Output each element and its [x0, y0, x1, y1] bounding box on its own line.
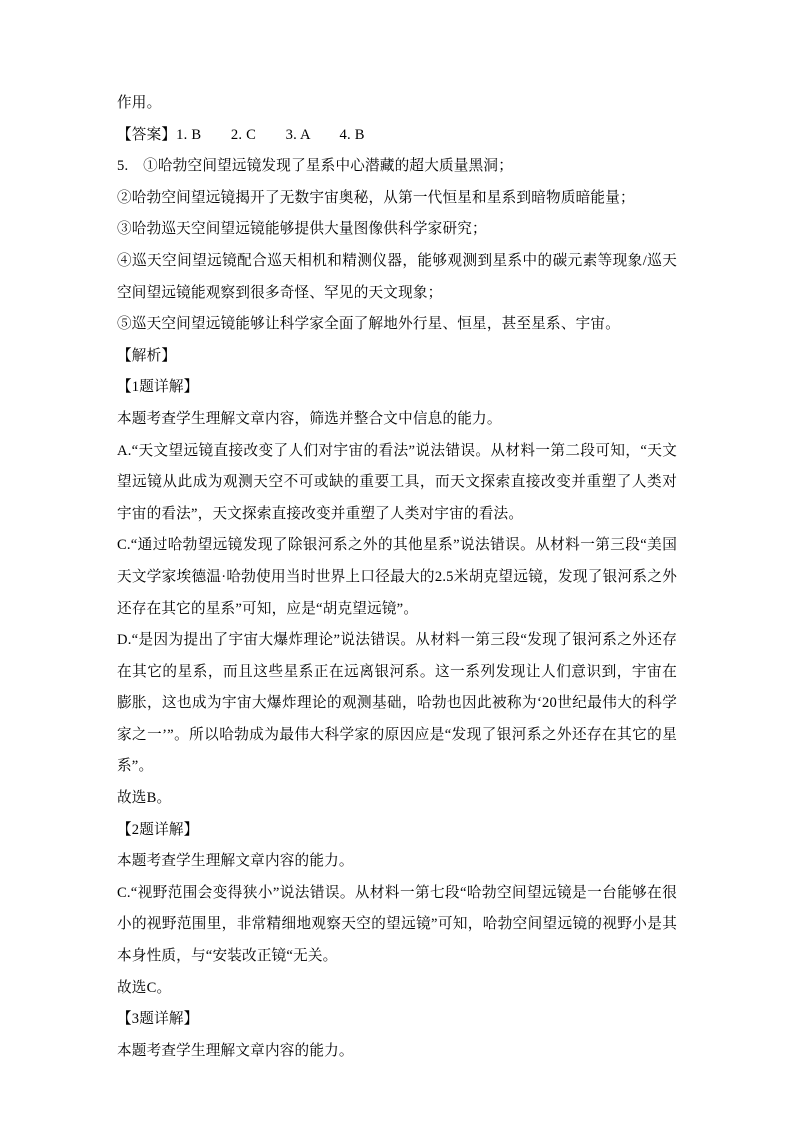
q1-option-a-analysis: A.“天文望远镜直接改变了人们对宇宙的看法”说法错误。从材料一第二段可知，“天文望远镜从此成为观测天空不可或缺的重要工具，而天文探索直接改变并重塑了人类对宇宙的看法”，天文探索直接改变并重塑了人类对宇宙的看法。: [117, 442, 677, 522]
q1-option-d-analysis: D.“是因为提出了宇宙大爆炸理论”说法错误。从材料一第三段“发现了银河系之外还存在其它的星系，而且这些星系正在远离银河系。这一系列发现让人们意识到，宇宙在膨胀，这也成为宇宙大爆炸理论的观测基础，哈勃也因此被称为‘20世纪最伟大的科学家之一’”。所以哈勃成为最伟大科学家的原因应是“发现了银河系之外还存在其它的星系”。: [117, 632, 677, 775]
q1-option-c-analysis: C.“通过哈勃望远镜发现了除银河系之外的其他星系”说法错误。从材料一第三段“美国天文学家埃德温·哈勃使用当时世界上口径最大的2.5米胡克望远镜，发现了银河系之外还存在其它的星系”可知，应是“胡克望远镜”。: [117, 537, 677, 617]
q3-ability-statement: 本题考查学生理解文章内容的能力。: [117, 1042, 354, 1059]
q1-detail-heading: 【1题详解】: [117, 379, 199, 396]
q5-answer-point-2: ②哈勃空间望远镜揭开了无数宇宙奥秘，从第一代恒星和星系到暗物质暗能量；: [117, 189, 635, 206]
q1-final-answer: 故选B。: [117, 790, 172, 807]
q5-answer-point-4: ④巡天空间望远镜配合巡天相机和精测仪器，能够观测到星系中的碳元素等现象/巡天空间望远镜能观察到很多奇怪、罕见的天文现象；: [117, 252, 677, 301]
q5-answer-point-3: ③哈勃巡天空间望远镜能够提供大量图像供科学家研究；: [117, 221, 487, 238]
carryover-paragraph-tail: 作用。: [117, 95, 162, 111]
q5-answer-point-5: ⑤巡天空间望远镜能够让科学家全面了解地外行星、恒星，甚至星系、宇宙。: [117, 316, 620, 333]
q2-ability-statement: 本题考查学生理解文章内容的能力。: [117, 853, 354, 870]
q3-detail-heading: 【3题详解】: [117, 1011, 199, 1028]
analysis-section-label: 【解析】: [117, 347, 177, 364]
q2-option-c-analysis: C.“视野范围会变得狭小”说法错误。从材料一第七段“哈勃空间望远镜是一台能够在很小的视野范围里，非常精细地观察天空的望远镜”可知，哈勃空间望远镜的视野小是其本身性质，与“安装改正镜“无关。: [117, 884, 677, 965]
q2-final-answer: 故选C。: [117, 979, 172, 996]
answer-line: 【答案】1. B 2. C 3. A 4. B: [117, 126, 365, 143]
q2-detail-heading: 【2题详解】: [117, 821, 199, 838]
q5-answer-point-1: 5. ①哈勃空间望远镜发现了星系中心潜藏的超大质量黑洞；: [117, 158, 513, 175]
q1-ability-statement: 本题考查学生理解文章内容，筛选并整合文中信息的能力。: [117, 410, 502, 427]
